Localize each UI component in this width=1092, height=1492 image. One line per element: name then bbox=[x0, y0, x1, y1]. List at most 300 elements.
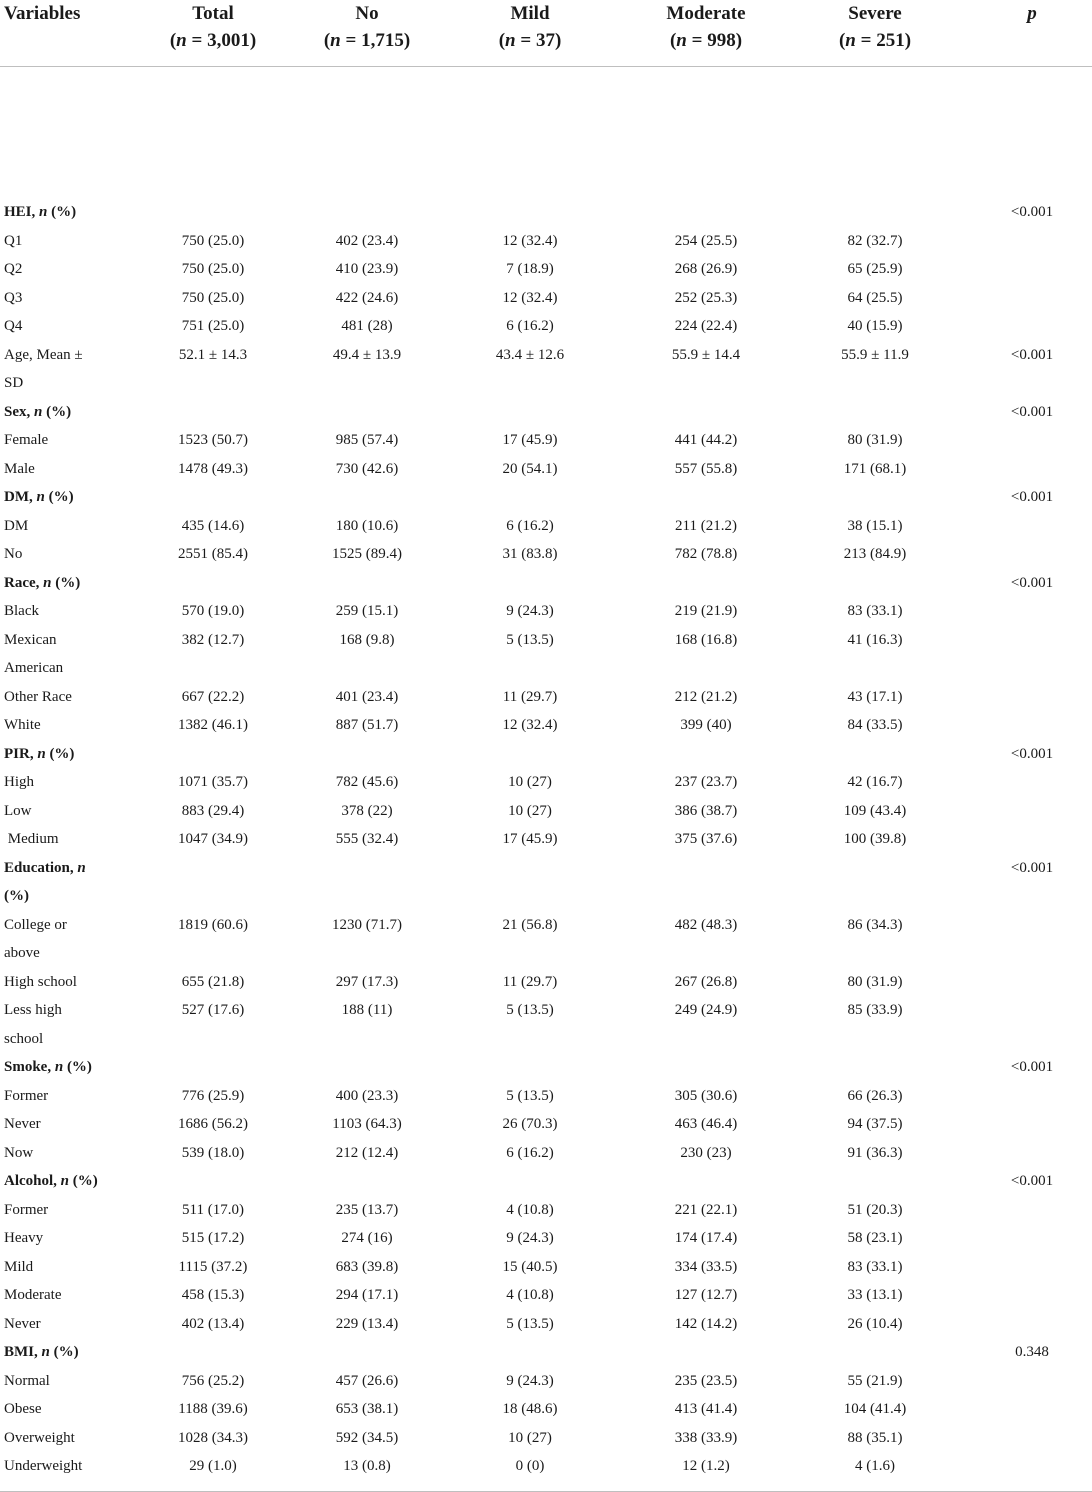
cell-mild: 9 (24.3) bbox=[506, 603, 554, 619]
cell-total: 29 (1.0) bbox=[189, 1458, 237, 1474]
cell-mild: 15 (40.5) bbox=[502, 1258, 558, 1275]
cell-moderate bbox=[634, 1025, 778, 1054]
cell-no: 481 (28) bbox=[341, 318, 393, 334]
row-variable: Smoke, n (%) bbox=[4, 1059, 92, 1075]
cell-severe: 66 (26.3) bbox=[847, 1087, 903, 1104]
cell-no: 555 (32.4) bbox=[335, 831, 399, 847]
cell-mild: 26 (70.3) bbox=[502, 1116, 558, 1132]
cell-mild bbox=[426, 369, 634, 398]
cell-p bbox=[972, 1110, 1092, 1139]
row-variable: Q3 bbox=[4, 289, 23, 306]
cell-moderate: 375 (37.6) bbox=[674, 831, 738, 847]
table-row bbox=[0, 1082, 1092, 1111]
cell-p bbox=[972, 797, 1092, 826]
cell-total: 527 (17.6) bbox=[181, 1002, 245, 1018]
cell-total: 750 (25.0) bbox=[181, 232, 245, 249]
cell-total: 667 (22.2) bbox=[181, 688, 245, 705]
cell-p bbox=[972, 512, 1092, 541]
row-variable: above bbox=[4, 945, 40, 961]
row-variable: American bbox=[4, 660, 64, 676]
row-variable: Sex, n (%) bbox=[4, 403, 72, 420]
cell-no: 294 (17.1) bbox=[335, 1287, 399, 1303]
cell-p bbox=[972, 939, 1092, 968]
header-row bbox=[0, 0, 1092, 66]
cell-moderate bbox=[634, 569, 778, 598]
cell-p bbox=[972, 683, 1092, 712]
cell-moderate: 305 (30.6) bbox=[674, 1087, 738, 1104]
cell-p bbox=[972, 540, 1092, 569]
cell-moderate: 237 (23.7) bbox=[674, 774, 738, 790]
table-body bbox=[0, 198, 1092, 1481]
cell-no bbox=[308, 1053, 426, 1082]
cell-mild: 5 (13.5) bbox=[506, 1315, 554, 1332]
cell-severe: 82 (32.7) bbox=[847, 232, 903, 249]
row-variable: Never bbox=[4, 1315, 41, 1332]
cell-no: 378 (22) bbox=[341, 802, 393, 819]
cell-p bbox=[972, 1082, 1092, 1111]
cell-moderate: 212 (21.2) bbox=[674, 688, 738, 705]
cell-no bbox=[308, 1167, 426, 1196]
header-rule bbox=[0, 66, 1092, 132]
section-row bbox=[0, 740, 1092, 769]
row-variable: Heavy bbox=[4, 1230, 44, 1246]
row-variable: Education, n bbox=[4, 859, 86, 876]
cell-mild: 6 (16.2) bbox=[506, 1144, 554, 1161]
cell-mild: 31 (83.8) bbox=[502, 546, 558, 562]
cell-no bbox=[308, 654, 426, 683]
table-row bbox=[0, 597, 1092, 626]
cell-no: 297 (17.3) bbox=[335, 973, 399, 990]
table-row bbox=[0, 768, 1092, 797]
cell-moderate: 463 (46.4) bbox=[674, 1116, 738, 1132]
cell-mild: 11 (29.7) bbox=[502, 973, 558, 990]
cell-p: <0.001 bbox=[1010, 745, 1054, 762]
row-variable: DM, n (%) bbox=[4, 489, 74, 505]
cell-no: 653 (38.1) bbox=[335, 1401, 399, 1417]
cell-p bbox=[972, 654, 1092, 683]
row-variable: Overweight bbox=[4, 1429, 75, 1446]
row-variable: Black bbox=[4, 603, 39, 619]
cell-moderate: 254 (25.5) bbox=[674, 232, 738, 249]
cell-no: 1103 (64.3) bbox=[332, 1116, 402, 1132]
table-row bbox=[0, 1452, 1092, 1481]
cell-total bbox=[118, 1025, 308, 1054]
cell-p bbox=[972, 711, 1092, 740]
cell-severe bbox=[778, 654, 972, 683]
cell-p bbox=[972, 1281, 1092, 1310]
cell-severe: 51 (20.3) bbox=[847, 1201, 903, 1218]
cell-no: 188 (11) bbox=[341, 1002, 393, 1018]
cell-total: 776 (25.9) bbox=[181, 1087, 245, 1104]
cell-total bbox=[118, 654, 308, 683]
cell-no bbox=[308, 569, 426, 598]
cell-moderate bbox=[634, 1167, 778, 1196]
cell-severe: 83 (33.1) bbox=[847, 1258, 903, 1275]
row-variable: Former bbox=[4, 1087, 49, 1104]
cell-severe bbox=[778, 882, 972, 911]
cell-severe: 109 (43.4) bbox=[843, 802, 907, 819]
cell-mild: 21 (56.8) bbox=[502, 916, 558, 933]
cell-severe: 65 (25.9) bbox=[847, 261, 903, 277]
cell-no: 457 (26.6) bbox=[335, 1372, 399, 1389]
cell-moderate: 224 (22.4) bbox=[674, 318, 738, 334]
cell-moderate bbox=[634, 398, 778, 427]
table-row bbox=[0, 911, 1092, 940]
table-row bbox=[0, 227, 1092, 256]
cell-severe bbox=[778, 398, 972, 427]
cell-moderate: 230 (23) bbox=[680, 1144, 732, 1161]
cell-moderate: 211 (21.2) bbox=[675, 517, 737, 534]
cell-total: 458 (15.3) bbox=[181, 1287, 245, 1303]
cell-severe bbox=[778, 1167, 972, 1196]
cell-no: 683 (39.8) bbox=[335, 1258, 399, 1275]
row-variable: Q4 bbox=[4, 318, 23, 334]
cell-total bbox=[118, 198, 308, 227]
cell-total bbox=[118, 1167, 308, 1196]
cell-moderate bbox=[634, 654, 778, 683]
cell-no: 180 (10.6) bbox=[335, 517, 399, 534]
cell-severe: 33 (13.1) bbox=[847, 1287, 903, 1303]
section-row bbox=[0, 198, 1092, 227]
table-row bbox=[0, 1139, 1092, 1168]
cell-moderate: 399 (40) bbox=[680, 717, 732, 733]
cell-severe: 42 (16.7) bbox=[847, 774, 903, 790]
cell-moderate bbox=[634, 740, 778, 769]
cell-severe bbox=[778, 1025, 972, 1054]
row-variable: SD bbox=[4, 375, 24, 391]
cell-p bbox=[972, 1395, 1092, 1424]
cell-no bbox=[308, 369, 426, 398]
cell-total: 1115 (37.2) bbox=[178, 1258, 248, 1275]
cell-total bbox=[118, 740, 308, 769]
cell-p: <0.001 bbox=[1010, 1173, 1054, 1189]
cell-no: 13 (0.8) bbox=[343, 1458, 391, 1474]
table-row bbox=[0, 825, 1092, 854]
cell-severe bbox=[778, 198, 972, 227]
cell-no: 274 (16) bbox=[341, 1230, 393, 1246]
row-variable: (%) bbox=[4, 888, 29, 904]
header-total: Total (n = 3,001) bbox=[169, 3, 257, 51]
cell-moderate: 168 (16.8) bbox=[674, 631, 738, 648]
cell-total: 1047 (34.9) bbox=[178, 831, 248, 847]
cell-moderate: 338 (33.9) bbox=[674, 1429, 738, 1446]
table-row bbox=[0, 1281, 1092, 1310]
cell-severe: 26 (10.4) bbox=[847, 1315, 903, 1332]
cell-p bbox=[972, 255, 1092, 284]
cell-moderate: 386 (38.7) bbox=[674, 802, 738, 819]
cell-p bbox=[972, 227, 1092, 256]
cell-severe: 58 (23.1) bbox=[847, 1230, 903, 1246]
table-row bbox=[0, 1424, 1092, 1453]
cell-mild: 10 (27) bbox=[508, 802, 552, 819]
cell-p bbox=[972, 768, 1092, 797]
cell-severe bbox=[778, 483, 972, 512]
section-row bbox=[0, 1338, 1092, 1367]
cell-mild: 11 (29.7) bbox=[502, 688, 558, 705]
cell-mild: 6 (16.2) bbox=[506, 318, 554, 334]
row-variable: White bbox=[4, 717, 41, 733]
cell-p bbox=[972, 1452, 1092, 1481]
table-row bbox=[0, 455, 1092, 484]
cell-mild bbox=[426, 939, 634, 968]
cell-p bbox=[972, 626, 1092, 655]
cell-p: <0.001 bbox=[1010, 1059, 1054, 1075]
cell-total: 756 (25.2) bbox=[181, 1372, 245, 1389]
cell-no: 212 (12.4) bbox=[335, 1144, 399, 1161]
cell-total bbox=[118, 882, 308, 911]
cell-severe: 64 (25.5) bbox=[847, 289, 903, 306]
cell-mild: 10 (27) bbox=[508, 774, 552, 790]
cell-total: 1686 (56.2) bbox=[178, 1116, 248, 1132]
cell-severe: 213 (84.9) bbox=[843, 546, 907, 562]
cell-mild: 7 (18.9) bbox=[506, 261, 554, 277]
cell-mild: 12 (32.4) bbox=[502, 289, 558, 306]
row-variable: College or bbox=[4, 916, 67, 933]
cell-moderate: 55.9 ± 14.4 bbox=[671, 346, 741, 363]
cell-mild: 20 (54.1) bbox=[502, 460, 558, 477]
row-variable: Mild bbox=[4, 1258, 34, 1275]
cell-no: 259 (15.1) bbox=[335, 603, 399, 619]
cell-total: 751 (25.0) bbox=[181, 318, 245, 334]
cell-severe: 85 (33.9) bbox=[847, 1002, 903, 1018]
row-variable: DM bbox=[4, 517, 29, 534]
cell-total: 750 (25.0) bbox=[181, 289, 245, 306]
cell-p bbox=[972, 1367, 1092, 1396]
cell-moderate bbox=[634, 882, 778, 911]
row-variable: HEI, n (%) bbox=[4, 204, 77, 220]
row-variable: Now bbox=[4, 1144, 34, 1161]
cell-mild: 4 (10.8) bbox=[506, 1201, 554, 1218]
cell-p bbox=[972, 1139, 1092, 1168]
cell-total bbox=[118, 369, 308, 398]
cell-p bbox=[972, 1224, 1092, 1253]
table-row bbox=[0, 626, 1092, 655]
cell-severe bbox=[778, 1053, 972, 1082]
row-variable: Female bbox=[4, 432, 49, 448]
cell-mild: 9 (24.3) bbox=[506, 1372, 554, 1389]
cell-p bbox=[972, 284, 1092, 313]
table-row bbox=[0, 1110, 1092, 1139]
cell-severe: 4 (1.6) bbox=[855, 1458, 895, 1474]
cell-moderate: 268 (26.9) bbox=[674, 261, 738, 277]
cell-severe: 86 (34.3) bbox=[847, 916, 903, 933]
cell-p: <0.001 bbox=[1010, 859, 1054, 876]
cell-total: 570 (19.0) bbox=[181, 603, 245, 619]
row-variable: Never bbox=[4, 1116, 41, 1132]
row-variable: Underweight bbox=[4, 1458, 83, 1474]
cell-p bbox=[972, 996, 1092, 1025]
cell-moderate bbox=[634, 369, 778, 398]
section-row bbox=[0, 1167, 1092, 1196]
cell-moderate: 557 (55.8) bbox=[674, 460, 738, 477]
row-variable: Obese bbox=[4, 1401, 42, 1417]
cell-p bbox=[972, 369, 1092, 398]
cell-total: 1071 (35.7) bbox=[178, 774, 248, 790]
cell-severe bbox=[778, 740, 972, 769]
cell-mild bbox=[426, 1025, 634, 1054]
table-row bbox=[0, 312, 1092, 341]
cell-total: 1028 (34.3) bbox=[178, 1429, 248, 1446]
cell-severe: 55 (21.9) bbox=[847, 1372, 903, 1389]
cell-mild: 43.4 ± 12.6 bbox=[495, 346, 565, 363]
cell-severe bbox=[778, 1338, 972, 1367]
table-row bbox=[0, 540, 1092, 569]
table-row bbox=[0, 1367, 1092, 1396]
cell-mild: 17 (45.9) bbox=[502, 831, 558, 847]
cell-moderate: 334 (33.5) bbox=[674, 1258, 738, 1275]
row-variable: Male bbox=[4, 460, 35, 477]
cell-no: 229 (13.4) bbox=[335, 1315, 399, 1332]
cell-mild bbox=[426, 1053, 634, 1082]
row-variable: Q1 bbox=[4, 232, 23, 249]
cell-moderate: 235 (23.5) bbox=[674, 1372, 738, 1389]
header-spacer bbox=[0, 132, 1092, 198]
cell-mild: 6 (16.2) bbox=[506, 517, 554, 534]
cell-moderate bbox=[634, 1338, 778, 1367]
cell-no: 235 (13.7) bbox=[335, 1201, 399, 1218]
row-variable: school bbox=[4, 1030, 44, 1047]
table-row bbox=[0, 1310, 1092, 1339]
table-row bbox=[0, 996, 1092, 1025]
cell-total bbox=[118, 483, 308, 512]
cell-p: <0.001 bbox=[1010, 403, 1054, 420]
cell-severe: 38 (15.1) bbox=[847, 517, 903, 534]
cell-moderate: 252 (25.3) bbox=[674, 289, 738, 306]
row-variable: Moderate bbox=[4, 1287, 62, 1303]
cell-p: <0.001 bbox=[1010, 574, 1054, 591]
table-row bbox=[0, 284, 1092, 313]
cell-severe: 83 (33.1) bbox=[847, 603, 903, 619]
cell-no: 887 (51.7) bbox=[335, 717, 399, 733]
table-row bbox=[0, 1224, 1092, 1253]
row-variable: Former bbox=[4, 1201, 49, 1218]
cell-no: 168 (9.8) bbox=[339, 631, 395, 648]
cell-severe: 80 (31.9) bbox=[847, 973, 903, 990]
cell-moderate bbox=[634, 1053, 778, 1082]
cell-total bbox=[118, 1053, 308, 1082]
cell-total bbox=[118, 939, 308, 968]
section-row bbox=[0, 1053, 1092, 1082]
table-row bbox=[0, 654, 1092, 683]
table-row bbox=[0, 1253, 1092, 1282]
cell-no bbox=[308, 1025, 426, 1054]
cell-mild: 5 (13.5) bbox=[506, 1002, 554, 1018]
cell-p bbox=[972, 825, 1092, 854]
row-variable: Less high bbox=[4, 1002, 62, 1018]
cell-total: 1523 (50.7) bbox=[178, 432, 248, 448]
cell-mild: 12 (32.4) bbox=[502, 232, 558, 249]
cell-mild: 5 (13.5) bbox=[506, 1087, 554, 1104]
cell-total: 382 (12.7) bbox=[181, 631, 245, 648]
table-row bbox=[0, 711, 1092, 740]
cell-moderate bbox=[634, 939, 778, 968]
table-row bbox=[0, 426, 1092, 455]
cell-severe: 84 (33.5) bbox=[847, 717, 903, 733]
cell-severe: 55.9 ± 11.9 bbox=[841, 346, 909, 363]
table-row bbox=[0, 797, 1092, 826]
row-variable: BMI, n (%) bbox=[4, 1344, 79, 1360]
cell-no: 1230 (71.7) bbox=[332, 916, 402, 933]
cell-total: 435 (14.6) bbox=[181, 517, 245, 534]
cell-total: 655 (21.8) bbox=[181, 973, 245, 990]
cell-p bbox=[972, 1196, 1092, 1225]
cell-no bbox=[308, 1338, 426, 1367]
cell-severe: 88 (35.1) bbox=[847, 1429, 903, 1446]
cell-total bbox=[118, 398, 308, 427]
cell-mild: 12 (32.4) bbox=[502, 717, 558, 733]
table-row bbox=[0, 1025, 1092, 1054]
cell-mild: 10 (27) bbox=[508, 1429, 552, 1446]
table-row bbox=[0, 1196, 1092, 1225]
cell-moderate bbox=[634, 483, 778, 512]
cell-no: 410 (23.9) bbox=[335, 261, 399, 277]
cell-total: 402 (13.4) bbox=[181, 1315, 245, 1332]
cell-moderate: 249 (24.9) bbox=[674, 1002, 738, 1018]
cell-p: <0.001 bbox=[1010, 204, 1054, 220]
cell-no bbox=[308, 483, 426, 512]
cell-mild bbox=[426, 198, 634, 227]
cell-moderate: 267 (26.8) bbox=[674, 973, 738, 990]
section-row bbox=[0, 398, 1092, 427]
cell-no bbox=[308, 882, 426, 911]
cell-total bbox=[118, 1338, 308, 1367]
cell-total bbox=[118, 854, 308, 883]
table-row bbox=[0, 255, 1092, 284]
header-mild: Mild (n = 37) bbox=[498, 3, 562, 51]
table-row bbox=[0, 369, 1092, 398]
section-row bbox=[0, 882, 1092, 911]
cell-severe: 43 (17.1) bbox=[847, 688, 903, 705]
cell-p bbox=[972, 968, 1092, 997]
cell-mild: 5 (13.5) bbox=[506, 631, 554, 648]
cell-severe: 91 (36.3) bbox=[847, 1144, 903, 1161]
table-row bbox=[0, 939, 1092, 968]
cell-total: 750 (25.0) bbox=[181, 261, 245, 277]
header-variables: Variables bbox=[4, 3, 81, 24]
cell-moderate: 142 (14.2) bbox=[674, 1315, 738, 1332]
cell-total: 539 (18.0) bbox=[181, 1144, 245, 1161]
cell-no bbox=[308, 198, 426, 227]
cell-mild: 9 (24.3) bbox=[506, 1230, 554, 1246]
cell-mild: 17 (45.9) bbox=[502, 432, 558, 448]
cell-p bbox=[972, 1253, 1092, 1282]
header-no: No (n = 1,715) bbox=[323, 3, 411, 51]
cell-severe: 171 (68.1) bbox=[843, 460, 907, 477]
cell-mild bbox=[426, 398, 634, 427]
cell-no: 730 (42.6) bbox=[335, 460, 399, 477]
cell-severe: 100 (39.8) bbox=[843, 831, 907, 847]
row-variable: Low bbox=[4, 802, 32, 819]
bottom-rule bbox=[0, 1491, 1092, 1492]
cell-p bbox=[972, 882, 1092, 911]
cell-no: 985 (57.4) bbox=[335, 432, 399, 448]
cell-no: 1525 (89.4) bbox=[332, 546, 402, 562]
cell-moderate: 12 (1.2) bbox=[682, 1458, 730, 1474]
cell-p: <0.001 bbox=[1010, 346, 1054, 363]
cell-no bbox=[308, 939, 426, 968]
cell-total: 1188 (39.6) bbox=[178, 1401, 248, 1417]
cell-total: 1382 (46.1) bbox=[178, 717, 248, 733]
cell-mild: 0 (0) bbox=[515, 1458, 545, 1474]
cell-total bbox=[118, 569, 308, 598]
cell-moderate: 219 (21.9) bbox=[674, 603, 738, 619]
cell-no: 401 (23.4) bbox=[335, 688, 399, 705]
cell-total: 52.1 ± 14.3 bbox=[178, 346, 248, 363]
cell-p bbox=[972, 1025, 1092, 1054]
cell-total: 1478 (49.3) bbox=[178, 460, 248, 477]
cell-p bbox=[972, 911, 1092, 940]
cell-mild: 18 (48.6) bbox=[502, 1401, 558, 1417]
